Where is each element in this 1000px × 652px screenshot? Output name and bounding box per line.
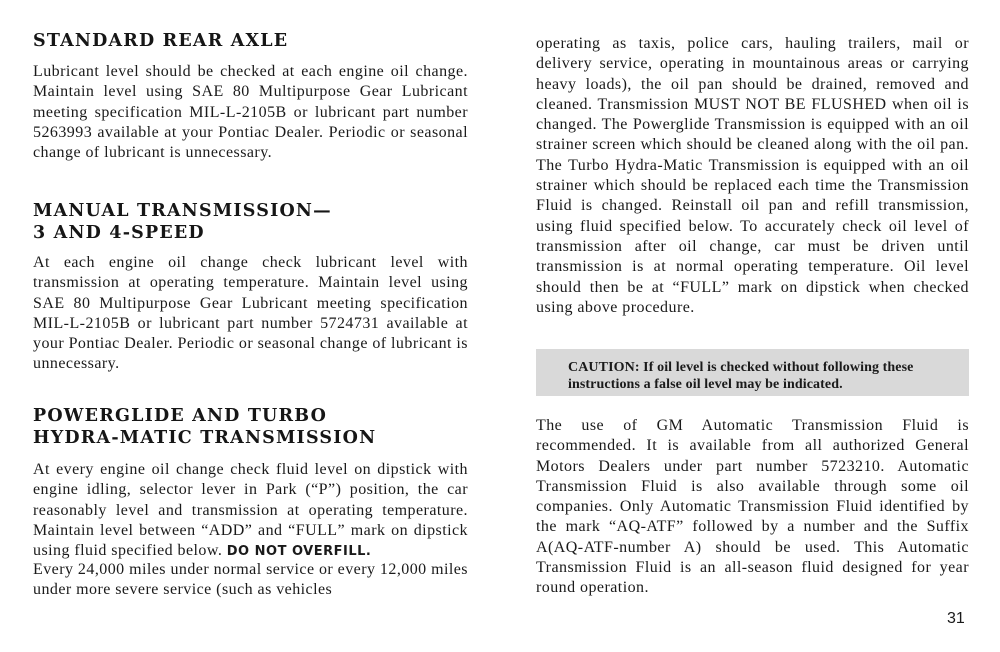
powerglide-body-text: At every engine oil change check fluid level on dipstick with engine idling, selector lever in Park (“P”) position, the car reasonably level and transmission at operating temperature. Maintain level between “ADD” and “FULL” mark on dipstick using fluid specified below. <box>33 461 468 560</box>
service-interval-text: Every 24,000 miles under normal service or every 12,000 miles under more severe service (such as vehicles <box>33 561 468 599</box>
rear-axle-heading: STANDARD REAR AXLE <box>33 31 289 51</box>
powerglide-heading-line1: POWERGLIDE AND TURBO <box>33 406 328 426</box>
rear-axle-body: Lubricant level should be checked at each engine oil change. Maintain level using SAE 80 Multipurpose Gear Lubricant meeting specification MIL-L-2105B or lubricant part number 5263993 available at your Pontiac Dealer. Periodic or seasonal change of lubricant is unnecessary. <box>33 63 468 162</box>
powerglide-body <box>33 460 468 562</box>
powerglide-heading-line2: HYDRA-MATIC TRANSMISSION <box>33 428 377 448</box>
service-continuation-body: operating as taxis, police cars, hauling trailers, mail or delivery service, operating in mountainous areas or carrying heavy loads), the oil pan should be drained, removed and cleaned. Transmission MUST NOT BE FLUSHED when oil is changed. The Powerglide Transmission is equipped with an oil strainer screen which should be cleaned along with the oil pan. The Turbo Hydra-Matic Transmission is equipped with an oil strainer which should be replaced each time the Transmission Fluid is changed. Reinstall oil pan and refill transmission, using fluid specified below. To accurately check oil level of transmission after oil change, car must be driven until transmission is at normal operating temperature. Oil level should then be at “FULL” mark on dipstick when checked using above procedure. <box>536 35 969 316</box>
fluid-recommendation-body: The use of GM Automatic Transmission Fluid is recommended. It is available from all authorized General Motors Dealers under part number 5723210. Automatic Transmission Fluid is also available through some oil companies. Only Automatic Transmission Fluid identified by the mark “AQ-ATF” followed by a number and the Suffix A(AQ-ATF-number A) should be used. This Automatic Transmission Fluid is an all-season fluid designed for year round operation. <box>536 417 969 597</box>
manual-transmission-heading-line2: 3 AND 4-SPEED <box>33 223 205 243</box>
powerglide-heading <box>33 405 468 449</box>
manual-transmission-heading-line1: MANUAL TRANSMISSION— <box>33 201 332 221</box>
caution-text: CAUTION: If oil level is checked without following these instructions a false oil level may be indicated. <box>568 360 914 392</box>
manual-transmission-heading <box>33 200 468 244</box>
do-not-overfill-warning: DO NOT OVERFILL. <box>226 544 372 560</box>
caution-box <box>536 349 969 396</box>
manual-transmission-body: At each engine oil change check lubricant level with transmission at operating temperature. Maintain level using SAE 80 Multipurpose Gear Lubricant meeting specification MIL-L-2105B or lubricant part number 5724731 available at your Pontiac Dealer. Periodic or seasonal change of lubricant is unnecessary. <box>33 254 468 373</box>
page-number: 31 <box>947 610 965 627</box>
